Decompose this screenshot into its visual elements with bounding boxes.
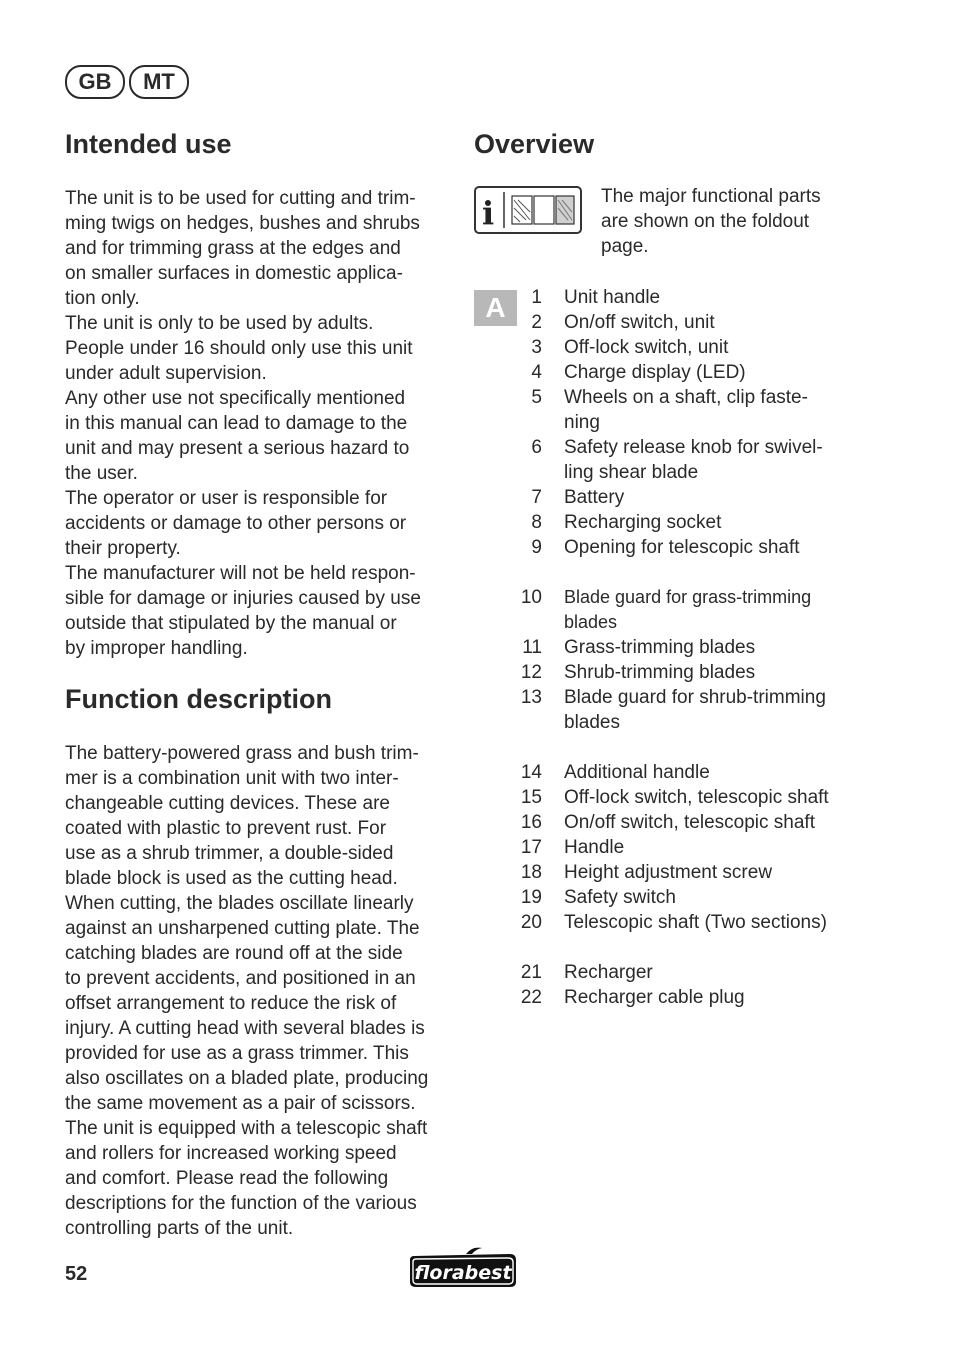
part-label: Telescopic shaft (Two sections) (564, 912, 827, 933)
spacer (474, 935, 874, 960)
brand-logo (406, 1246, 520, 1290)
overview-heading: Overview (474, 129, 595, 159)
part-item (474, 885, 874, 910)
part-number: 4 (531, 362, 542, 383)
part-label: On/off switch, telescopic shaft (564, 812, 815, 833)
text-line: Any other use not specifically mentioned (65, 388, 406, 409)
part-item (474, 910, 874, 935)
part-number: 11 (522, 637, 542, 658)
foldout-info-text (601, 184, 821, 259)
language-badges (65, 65, 189, 99)
intended-use-text (65, 186, 455, 661)
part-item (474, 585, 874, 635)
part-label: Blade guard for grass-trimming (564, 587, 812, 607)
text-line: blade block is used as the cutting head. (65, 868, 398, 889)
figure-label-badge: A (474, 290, 517, 326)
part-label: blades (564, 612, 618, 632)
part-label: Off-lock switch, telescopic shaft (564, 787, 829, 808)
text-line: against an unsharpened cutting plate. The (65, 918, 420, 939)
part-item (474, 310, 874, 335)
part-number: 19 (520, 887, 542, 908)
part-item (474, 435, 874, 485)
part-number: 9 (531, 537, 542, 558)
part-number: 5 (531, 387, 542, 408)
text-line: by improper handling. (65, 638, 248, 659)
part-item (474, 785, 874, 810)
part-label: Height adjustment screw (564, 862, 773, 883)
text-line: tion only. (65, 288, 140, 309)
part-label: Off-lock switch, unit (564, 337, 729, 358)
part-item (474, 385, 874, 435)
spacer (474, 735, 874, 760)
part-item (474, 510, 874, 535)
part-label: Additional handle (564, 762, 710, 783)
part-item (474, 860, 874, 885)
function-description-text (65, 741, 455, 1241)
text-line: controlling parts of the unit. (65, 1218, 294, 1239)
part-item (474, 685, 874, 735)
part-item (474, 335, 874, 360)
part-label: Battery (564, 487, 625, 508)
part-number: 1 (531, 287, 542, 308)
part-item (474, 535, 874, 560)
part-label: Unit handle (564, 287, 661, 308)
spacer (474, 560, 874, 585)
text-line: and comfort. Please read the following (65, 1168, 389, 1189)
part-label: Opening for telescopic shaft (564, 537, 800, 558)
text-line: and rollers for increased working speed (65, 1143, 397, 1164)
text-line: changeable cutting devices. These are (65, 793, 390, 814)
part-number: 7 (531, 487, 542, 508)
part-item (474, 985, 874, 1010)
info-line: are shown on the foldout (601, 211, 810, 232)
part-number: 6 (531, 437, 542, 458)
part-number: 15 (520, 787, 542, 808)
part-number: 17 (520, 837, 542, 858)
text-line: coated with plastic to prevent rust. For (65, 818, 387, 839)
svg-text:florabest: florabest (414, 1262, 512, 1284)
function-description-heading: Function description (65, 684, 332, 714)
part-label: ling shear blade (564, 462, 699, 483)
parts-list (474, 285, 874, 1010)
part-number: 16 (520, 812, 542, 833)
part-label: Blade guard for shrub-trimming (564, 687, 826, 708)
text-line: their property. (65, 538, 181, 559)
part-number: 10 (520, 587, 542, 608)
text-line: the same movement as a pair of scissors. (65, 1093, 416, 1114)
part-item (474, 810, 874, 835)
foldout-info-icon (474, 186, 582, 234)
part-item (474, 760, 874, 785)
part-label: Recharger cable plug (564, 987, 745, 1008)
page-number: 52 (65, 1263, 88, 1285)
part-label: ning (564, 412, 600, 433)
part-label: Wheels on a shaft, clip faste- (564, 387, 808, 408)
part-item (474, 485, 874, 510)
part-item (474, 960, 874, 985)
text-line: also oscillates on a bladed plate, producing (65, 1068, 429, 1089)
text-line: injury. A cutting head with several blades is (65, 1018, 425, 1039)
svg-text:i: i (482, 194, 495, 232)
text-line: and for trimming grass at the edges and (65, 238, 401, 259)
part-item (474, 360, 874, 385)
language-badge-gb: GB (65, 65, 125, 99)
info-line: page. (601, 236, 649, 257)
part-label: Handle (564, 837, 625, 858)
part-number: 8 (531, 512, 542, 533)
text-line: the user. (65, 463, 138, 484)
intended-use-heading: Intended use (65, 129, 232, 159)
text-line: The manufacturer will not be held respon- (65, 563, 416, 584)
text-line: The operator or user is responsible for (65, 488, 388, 509)
part-number: 3 (531, 337, 542, 358)
foldout-info (474, 184, 874, 264)
part-label: Safety release knob for swivel- (564, 437, 823, 458)
text-line: When cutting, the blades oscillate linearly (65, 893, 414, 914)
left-column (65, 126, 455, 1241)
right-column (474, 126, 874, 1008)
part-number: 2 (531, 312, 542, 333)
text-line: accidents or damage to other persons or (65, 513, 407, 534)
text-line: mer is a combination unit with two inter- (65, 768, 399, 789)
text-line: descriptions for the function of the various (65, 1193, 417, 1214)
text-line: The unit is only to be used by adults. (65, 313, 374, 334)
text-line: in this manual can lead to damage to the (65, 413, 408, 434)
text-line: catching blades are round off at the side (65, 943, 403, 964)
part-number: 14 (520, 762, 542, 783)
part-item (474, 635, 874, 660)
part-label: blades (564, 712, 620, 733)
text-line: The battery-powered grass and bush trim- (65, 743, 419, 764)
part-number: 22 (520, 987, 542, 1008)
text-line: under adult supervision. (65, 363, 267, 384)
text-line: unit and may present a serious hazard to (65, 438, 410, 459)
part-label: On/off switch, unit (564, 312, 715, 333)
part-number: 21 (520, 962, 542, 983)
part-label: Recharging socket (564, 512, 722, 533)
part-number: 13 (520, 687, 542, 708)
part-label: Charge display (LED) (564, 362, 746, 383)
text-line: to prevent accidents, and positioned in an (65, 968, 416, 989)
part-number: 12 (520, 662, 542, 683)
part-item (474, 835, 874, 860)
text-line: ming twigs on hedges, bushes and shrubs (65, 213, 420, 234)
text-line: use as a shrub trimmer, a double-sided (65, 843, 394, 864)
text-line: provided for use as a grass trimmer. This (65, 1043, 409, 1064)
language-badge-mt: MT (129, 65, 189, 99)
part-label: Shrub-trimming blades (564, 662, 756, 683)
text-line: outside that stipulated by the manual or (65, 613, 397, 634)
text-line: offset arrangement to reduce the risk of (65, 993, 397, 1014)
text-line: The unit is equipped with a telescopic shaft (65, 1118, 428, 1139)
part-label: Recharger (564, 962, 653, 983)
text-line: People under 16 should only use this unit (65, 338, 413, 359)
part-label: Safety switch (564, 887, 676, 908)
text-line: The unit is to be used for cutting and trim- (65, 188, 416, 209)
part-number: 20 (520, 912, 542, 933)
part-number: 18 (520, 862, 542, 883)
part-item (474, 285, 874, 310)
info-line: The major functional parts (601, 186, 821, 207)
part-label: Grass-trimming blades (564, 637, 756, 658)
part-item (474, 660, 874, 685)
text-line: on smaller surfaces in domestic applica- (65, 263, 403, 284)
text-line: sible for damage or injuries caused by use (65, 588, 421, 609)
